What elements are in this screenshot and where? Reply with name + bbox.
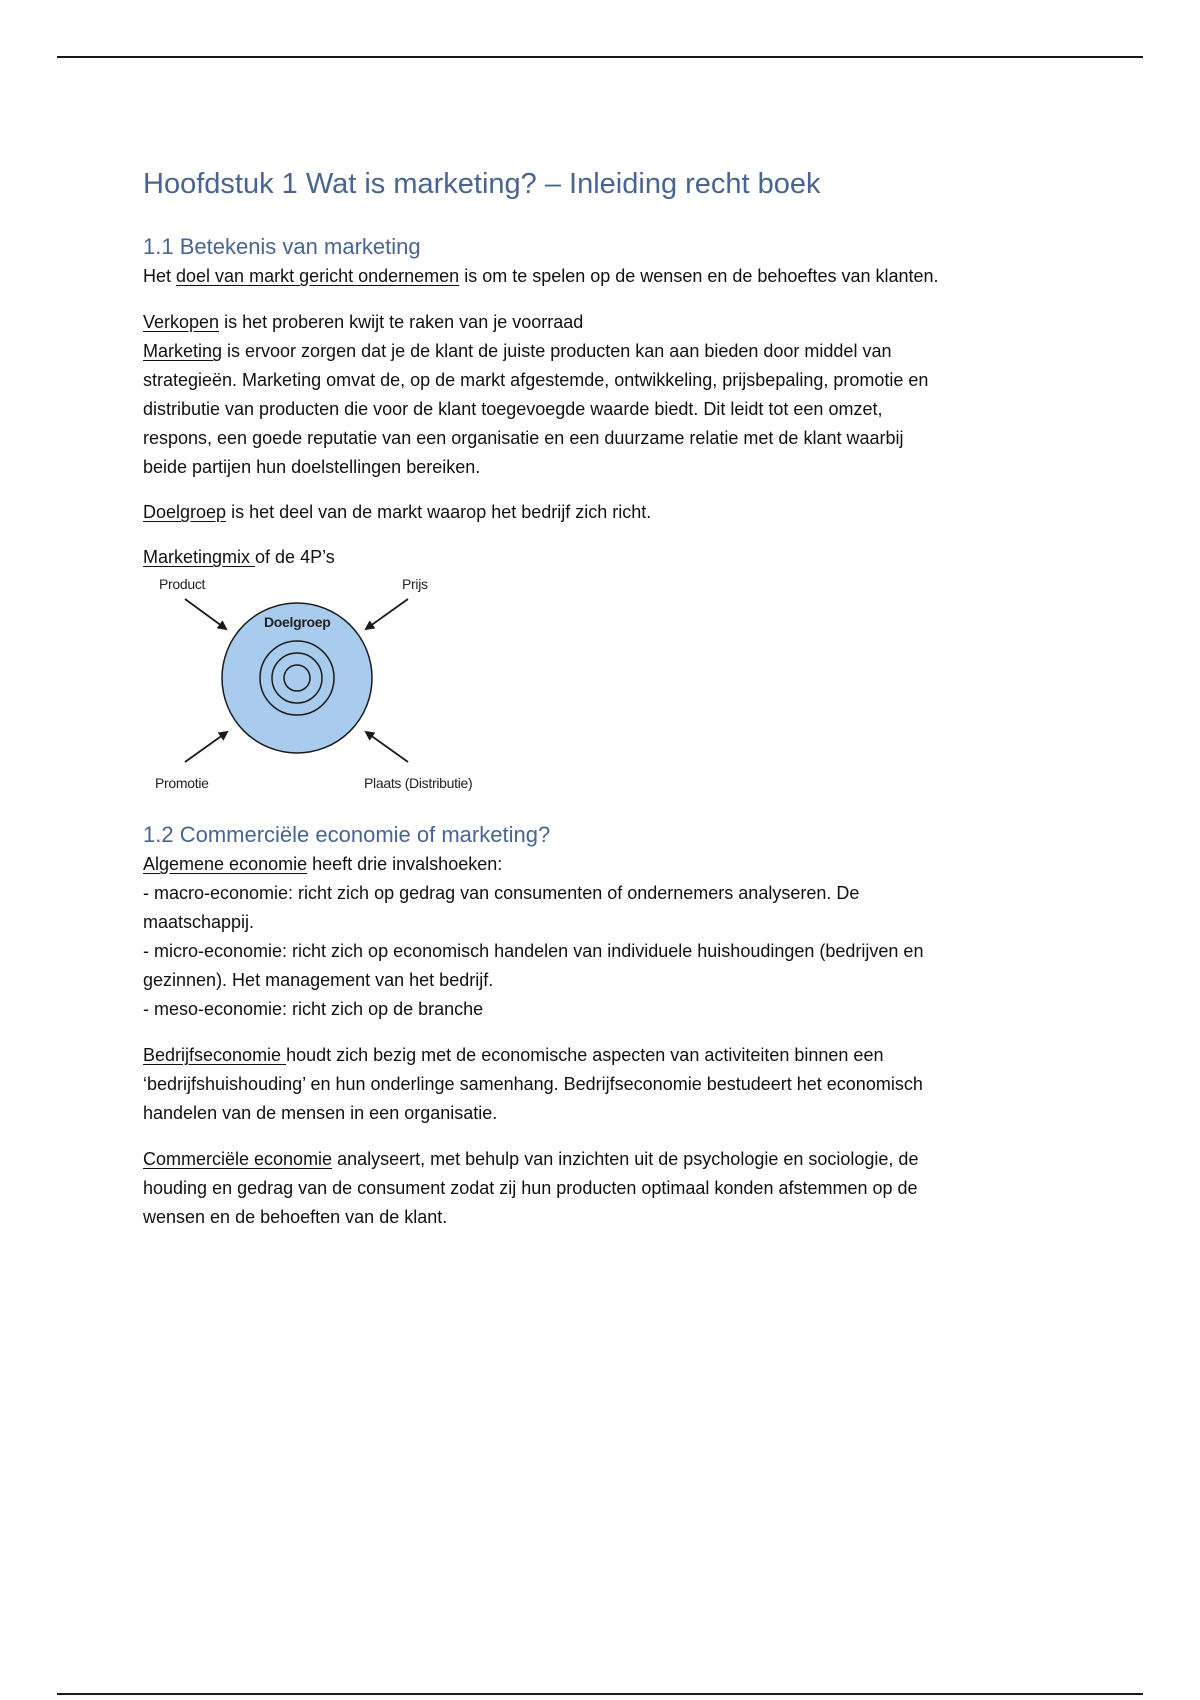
marketingmix-diagram xyxy=(143,572,503,800)
label-plaats: Plaats (Distributie) xyxy=(364,775,473,791)
label-promotie: Promotie xyxy=(155,775,209,791)
paragraph-doelgroep: Doelgroep is het deel van de markt waarop het bedrijf zich richt. xyxy=(143,502,652,522)
term-commerciele-economie: Commerciële economie xyxy=(143,1149,333,1169)
label-product: Product xyxy=(159,576,206,592)
paragraph-marketing: Marketing is ervoor zorgen dat je de klant de juiste producten kan aan bieden door middel van strategieën. Marketing omvat de, op de markt afgestemde, ontwikkeling, prijsbepaling, promotie en distributie van producten die voor de klant toegevoegde waarde biedt. Dit leidt tot een omzet, respons, een goede reputatie van een organisatie en een duurzame relatie met de klant waarbij beide partijen hun doelstellingen bereiken. xyxy=(143,341,929,477)
footer-rule xyxy=(57,1693,1143,1695)
term-algemene-economie: Algemene economie xyxy=(143,854,308,874)
term-doelgroep: Doelgroep xyxy=(143,502,227,522)
paragraph-verkopen: Verkopen is het proberen kwijt te raken van je voorraad xyxy=(143,312,584,332)
arrow-prijs xyxy=(366,599,408,629)
list-item: - micro-economie: richt zich op economisch handelen van individuele huishoudingen (bedrijven en xyxy=(143,941,924,961)
term-doel: doel van markt gericht ondernemen xyxy=(176,266,460,286)
paragraph-doel: Het doel van markt gericht ondernemen is om te spelen op de wensen en de behoeftes van klanten. xyxy=(143,266,939,286)
paragraph-marketingmix: Marketingmix of de 4P’s xyxy=(143,547,335,567)
term-marketingmix: Marketingmix xyxy=(143,547,256,567)
paragraph-algemene-economie: Algemene economie heeft drie invalshoeken: - macro-economie: richt zich op gedrag van consumenten of ondernemers analyseren. De maatschappij. - micro-economie: richt zich op economisch handelen van individuele huishoudingen (bedrijven en gezinnen). Het management van het bedrijf. - meso-economie: richt zich op de branche xyxy=(143,850,1063,1024)
arrow-product xyxy=(185,599,226,629)
term-verkopen: Verkopen xyxy=(143,312,220,332)
arrow-plaats xyxy=(366,732,408,762)
paragraph-commerciele-economie: Commerciële economie analyseert, met behulp van inzichten uit de psychologie en sociologie, de houding en gedrag van de consument zodat zij hun producten optimaal konden afstemmen op de wensen en de behoeften van de klant. xyxy=(143,1149,919,1227)
term-marketing: Marketing xyxy=(143,341,223,361)
list-item: - meso-economie: richt zich op de branche xyxy=(143,999,484,1019)
chapter-title: Hoofdstuk 1 Wat is marketing? – Inleiding recht boek xyxy=(143,168,821,200)
header-rule xyxy=(57,56,1143,58)
label-prijs: Prijs xyxy=(402,576,428,592)
paragraph-bedrijfseconomie: Bedrijfseconomie houdt zich bezig met de economische aspecten van activiteiten binnen een ‘bedrijfshuishouding’ en hun onderlinge samenhang. Bedrijfseconomie bestudeert het economisch handelen van de mensen in een organisatie. xyxy=(143,1045,923,1123)
list-item: - macro-economie: richt zich op gedrag van consumenten of ondernemers analyseren. De xyxy=(143,883,860,903)
label-doelgroep: Doelgroep xyxy=(264,614,331,630)
document-page xyxy=(143,164,1063,1232)
marketingmix-diagram-graphic xyxy=(143,572,503,800)
section-heading-1-2: 1.2 Commerciële economie of marketing? xyxy=(143,822,551,847)
term-bedrijfseconomie: Bedrijfseconomie xyxy=(143,1045,287,1065)
arrow-promotie xyxy=(185,732,227,762)
section-heading-1-1: 1.1 Betekenis van marketing xyxy=(143,234,421,259)
